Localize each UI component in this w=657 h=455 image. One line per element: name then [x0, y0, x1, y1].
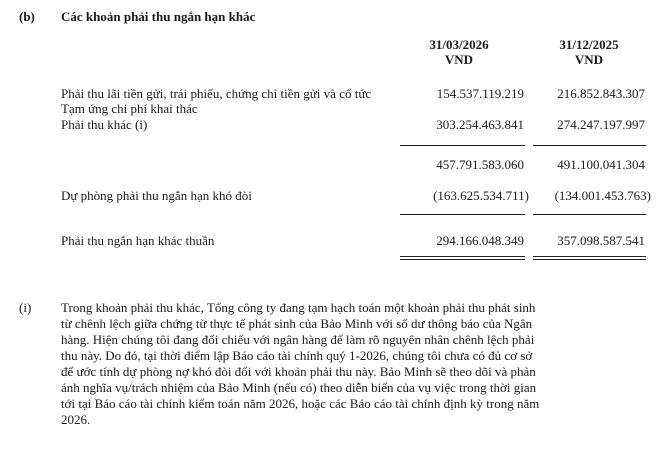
note-line: để ước tính dự phòng nợ khó đòi đối với khoản phải thu này. Bảo Minh sẽ theo dõi và phản — [61, 364, 536, 379]
column-unit-1: VND — [444, 52, 474, 67]
subtotal-value-2: 491.100.041.304 — [557, 157, 645, 172]
net-double-rule-a-2 — [533, 256, 646, 257]
row-label-other-receivable: Phải thu khác (i) — [61, 117, 148, 132]
provision-value-1: (163.625.534.711) — [433, 188, 529, 203]
column-header-1 — [394, 37, 524, 67]
net-double-rule-a-1 — [400, 256, 525, 257]
note-line: 2026. — [61, 412, 91, 427]
subtotal-rule-1 — [400, 145, 525, 146]
row-value-interest-receivable-2: 216.852.843.307 — [557, 86, 645, 101]
note-line: thu này. Do đó, tại thời điểm lập Báo cáo tài chính quý 1-2026, chúng tôi chưa có đủ cơ sở — [61, 348, 533, 363]
section-title: Các khoản phải thu ngắn hạn khác — [61, 9, 256, 24]
row-label-operating-advance: Tạm ứng chi phí khai thác — [61, 101, 198, 116]
note-line: Trong khoản phải thu khác, Tổng công ty đang tạm hạch toán một khoản phải thu phát sinh — [61, 300, 536, 315]
section-label: (b) — [19, 9, 35, 24]
net-double-rule-b-2 — [533, 259, 646, 260]
row-value-other-receivable-2: 274.247.197.997 — [557, 117, 645, 132]
column-header-2 — [533, 37, 645, 67]
note-line: tới tại Báo cáo tài chính kiểm toán năm 2026, hoặc các Báo cáo tài chính định kỳ trong năm — [61, 396, 540, 411]
column-unit-2: VND — [574, 52, 604, 67]
note-line: ánh nghĩa vụ/trách nhiệm của Bảo Minh (nếu có) theo diễn biến của vụ việc trong thời gian — [61, 380, 537, 395]
note-line: hàng. Hiện chúng tôi đang đối chiếu với ngân hàng để làm rõ nguyên nhân chênh lệch phải — [61, 332, 535, 347]
note-label: (i) — [19, 300, 32, 315]
row-value-interest-receivable-1: 154.537.119.219 — [436, 86, 524, 101]
column-date-2: 31/12/2025 — [559, 37, 619, 52]
net-rule-top-1 — [400, 214, 525, 215]
subtotal-value-1: 457.791.583.060 — [436, 157, 524, 172]
net-value-2: 357.098.587.541 — [557, 233, 645, 248]
column-date-1: 31/03/2026 — [429, 37, 489, 52]
net-double-rule-b-1 — [400, 259, 525, 260]
provision-value-2: (134.001.453.763) — [554, 188, 651, 203]
provision-label: Dự phòng phải thu ngắn hạn khó đòi — [61, 188, 252, 203]
net-label: Phải thu ngắn hạn khác thuần — [61, 233, 215, 248]
net-value-1: 294.166.048.349 — [436, 233, 524, 248]
subtotal-rule-2 — [533, 145, 646, 146]
row-label-interest-receivable: Phải thu lãi tiền gửi, trái phiếu, chứng chỉ tiền gửi và cổ tức — [61, 86, 372, 101]
note-paragraph — [61, 300, 647, 428]
net-rule-top-2 — [533, 214, 646, 215]
row-value-other-receivable-1: 303.254.463.841 — [436, 117, 524, 132]
note-line: từ chênh lệch giữa chứng từ thực tế phát sinh của Bảo Minh với số dư thông báo của Ngân — [61, 316, 533, 331]
